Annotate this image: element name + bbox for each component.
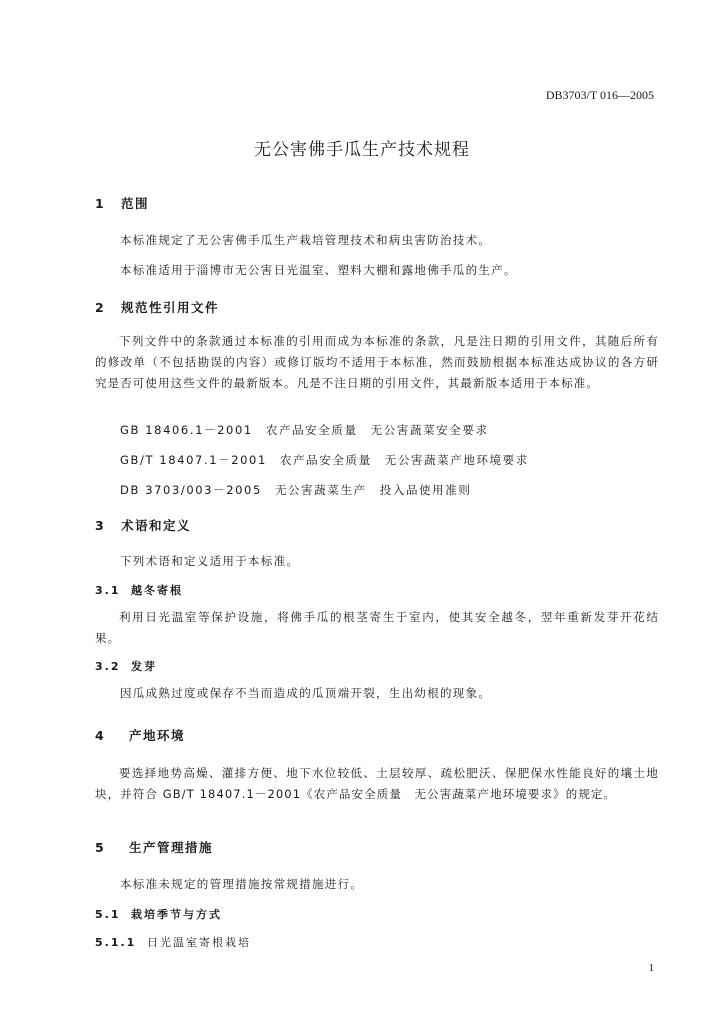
section-number: 4 xyxy=(95,728,106,743)
section-number: 2 xyxy=(95,300,106,315)
subsection-number: 3.1 xyxy=(95,584,121,597)
reference-item: GB 18406.1－2001 农产品安全质量 无公害蔬菜安全要求 xyxy=(120,423,489,437)
paragraph: 本标准未规定的管理措施按常规措施进行。 xyxy=(120,877,364,891)
section-1-heading xyxy=(95,194,149,212)
subsection-number: 5.1 xyxy=(95,908,121,921)
subsection-number: 5.1.1 xyxy=(95,936,137,949)
standard-code: DB3703/T 016—2005 xyxy=(545,88,654,102)
section-number: 5 xyxy=(95,840,106,855)
paragraph: 下列文件中的条款通过本标准的引用而成为本标准的条款，凡是注日期的引用文件，其随后所有的修改单（不包括勘误的内容）或修订版均不适用于本标准，然而鼓励根据本标准达成协议的各方研究是否可使用这些文件的最新版本。凡是不注日期的引用文件，其最新版本适用于本标准。 xyxy=(95,334,659,390)
section-title: 生产管理措施 xyxy=(129,840,214,855)
section-number: 1 xyxy=(95,196,106,211)
page-number: 1 xyxy=(648,962,654,974)
subsection-title: 栽培季节与方式 xyxy=(131,908,222,921)
paragraph: 本标准规定了无公害佛手瓜生产栽培管理技术和病虫害防治技术。 xyxy=(120,233,492,247)
section-4-heading xyxy=(95,726,185,744)
paragraph: 本标准适用于淄博市无公害日光温室、塑料大棚和露地佛手瓜的生产。 xyxy=(120,263,517,277)
paragraph: 下列术语和定义适用于本标准。 xyxy=(120,554,300,568)
subsection-title: 日光温室寄根栽培 xyxy=(147,936,251,949)
document-title: 无公害佛手瓜生产技术规程 xyxy=(254,140,470,160)
section-title: 规范性引用文件 xyxy=(121,300,220,315)
subsection-3-2-heading xyxy=(95,658,157,674)
subsection-3-1-heading xyxy=(95,582,183,598)
subsection-number: 3.2 xyxy=(95,660,121,673)
paragraph: 因瓜成熟过度或保存不当而造成的瓜顶端开裂，生出幼根的现象。 xyxy=(120,686,492,700)
paragraph: 要选择地势高燥、灌排方便、地下水位较低、土层较厚、疏松肥沃、保肥保水性能良好的壤土地块，并符合 GB/T 18407.1－2001《农产品安全质量 无公害蔬菜产地环境要求》的规定。 xyxy=(95,766,659,801)
subsection-title: 越冬寄根 xyxy=(131,584,183,597)
section-2-heading xyxy=(95,298,219,316)
section-title: 范围 xyxy=(121,196,150,211)
reference-item: DB 3703/003－2005 无公害蔬菜生产 投入品使用准则 xyxy=(120,483,472,497)
paragraph: 利用日光温室等保护设施，将佛手瓜的根茎寄生于室内，使其安全越冬，翌年重新发芽开花结果。 xyxy=(95,610,659,645)
section-number: 3 xyxy=(95,518,106,533)
reference-item: GB/T 18407.1－2001 农产品安全质量 无公害蔬菜产地环境要求 xyxy=(120,453,529,467)
section-5-heading xyxy=(95,838,213,856)
section-title: 产地环境 xyxy=(129,728,186,743)
subsection-5-1-1-heading xyxy=(95,934,251,950)
section-title: 术语和定义 xyxy=(121,518,192,533)
subsection-title: 发芽 xyxy=(131,660,157,673)
section-3-heading xyxy=(95,516,191,534)
subsection-5-1-heading xyxy=(95,906,222,922)
